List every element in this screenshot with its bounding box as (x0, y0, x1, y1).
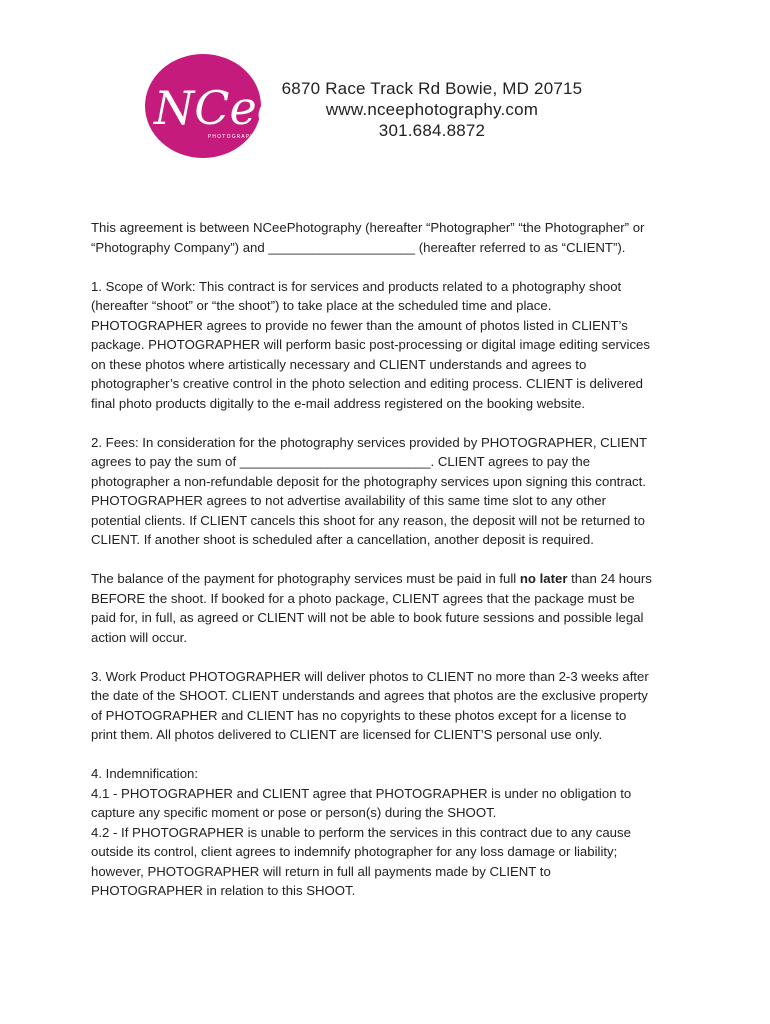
website-link[interactable]: www.nceephotography.com (325, 100, 539, 119)
text-line: 3. Work Product PHOTOGRAPHER will deliver photos to CLIENT no more than 2-3 weeks after (91, 668, 649, 684)
fees-paragraph (91, 433, 691, 550)
text-line: on these photos where artistically necessary and CLIENT understands and agrees to (91, 356, 587, 372)
text-line: 1. Scope of Work: This contract is for services and products related to a photography shoot (91, 278, 622, 294)
text-line: final photo products digitally to the e-mail address registered on the booking website. (91, 395, 586, 411)
balance-paragraph (91, 569, 691, 647)
text-segment: than 24 hours (567, 571, 652, 586)
phone-number: 301.684.8872 (378, 121, 486, 140)
text-line: “Photography Company”) and ____________________ (hereafter referred to as “CLIENT”). (91, 239, 626, 255)
scope-of-work-paragraph (91, 277, 691, 414)
text-line: paid for, in full, as agreed or CLIENT will not be able to book future sessions and possible legal (91, 610, 644, 625)
text-line: however, PHOTOGRAPHER will return in full all payments made by CLIENT to (91, 863, 551, 879)
agreement-body (91, 218, 691, 920)
text-line: package. PHOTOGRAPHER will perform basic post-processing or digital image editing services (91, 337, 650, 352)
text-line: capture any specific moment or pose or person(s) during the SHOOT. (91, 805, 497, 820)
text-line: CLIENT. If another shoot is scheduled after a cancellation, another deposit is required. (91, 532, 594, 547)
text-line: BEFORE the shoot. If booked for a photo package, CLIENT agrees that the package must be (91, 590, 635, 606)
text-line: PHOTOGRAPHER agrees to provide no fewer than the amount of photos listed in CLIENT’s (91, 317, 628, 333)
text-line: agrees to pay the sum of __________________________. CLIENT agrees to pay the (91, 454, 591, 469)
street-address: 6870 Race Track Rd Bowie, MD 20715 (281, 79, 583, 98)
text-line: outside its control, client agrees to indemnify photographer for any loss damage or liability; (91, 844, 618, 859)
company-logo (142, 52, 284, 160)
text-line: This agreement is between NCeePhotography (hereafter “Photographer” “the Photographer” or (91, 220, 645, 235)
text-line: photographer a non-refundable deposit for the photography services upon signing this contract. (91, 473, 646, 489)
text-line: 4.1 - PHOTOGRAPHER and CLIENT agree that PHOTOGRAPHER is under no obligation to (91, 785, 632, 801)
text-line: 4.2 - If PHOTOGRAPHER is unable to perform the services in this contract due to any cause (91, 824, 631, 840)
text-segment: The balance of the payment for photography services must be paid in full (91, 571, 520, 586)
text-line (91, 569, 691, 589)
text-line: action will occur. (91, 629, 188, 645)
text-line: 4. Indemnification: (91, 766, 199, 781)
work-product-paragraph (91, 667, 691, 745)
text-line: photographer’s creative control in the photo selection and editing process. CLIENT is delivered (91, 376, 644, 391)
contact-block (262, 78, 602, 141)
text-line: PHOTOGRAPHER agrees to not advertise availability of this same time slot to any other (91, 493, 607, 508)
indemnification-paragraph (91, 764, 691, 901)
logo-script-text: NCee (154, 81, 284, 135)
text-line: PHOTOGRAPHER in relation to this SHOOT. (91, 883, 356, 898)
text-line: potential clients. If CLIENT cancels this shoot for any reason, the deposit will not be returned to (91, 512, 645, 528)
text-line: 2. Fees: In consideration for the photography services provided by PHOTOGRAPHER, CLIENT (91, 434, 648, 450)
text-line: of PHOTOGRAPHER and CLIENT has no copyrights to these photos except for a license to (91, 707, 627, 723)
text-line: (hereafter “shoot” or “the shoot”) to take place at the scheduled time and place. (91, 298, 552, 313)
emphasis-no-later: no later (519, 571, 568, 586)
text-line: print them. All photos delivered to CLIENT are licensed for CLIENT’S personal use only. (91, 727, 603, 742)
intro-paragraph (91, 218, 691, 257)
text-line: the date of the SHOOT. CLIENT understands and agrees that photos are the exclusive property (91, 688, 648, 703)
logo-subtitle: PHOTOGRAPHY (208, 134, 260, 140)
